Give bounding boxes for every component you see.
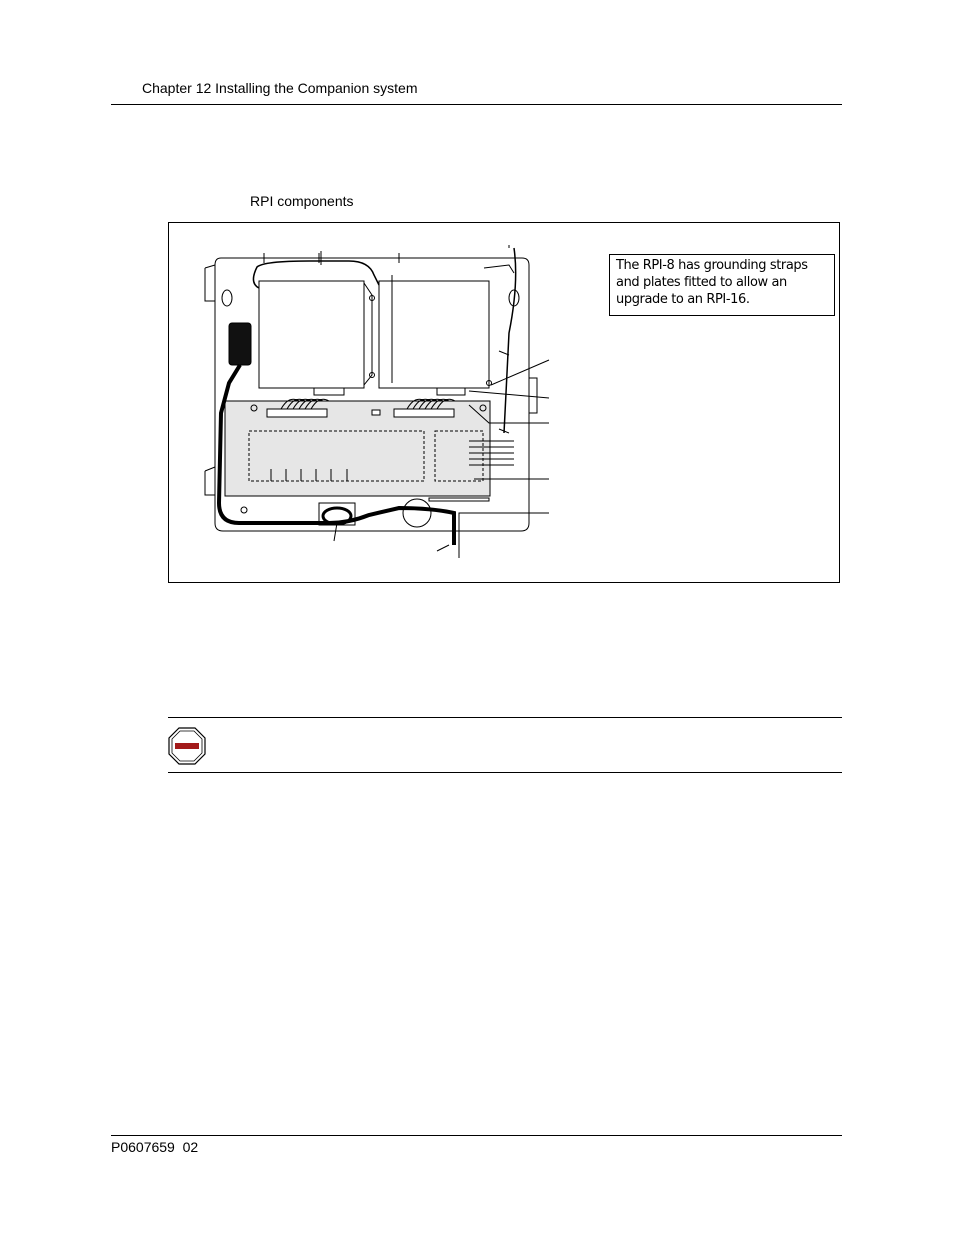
power-supply	[229, 323, 251, 365]
stop-icon	[168, 727, 206, 765]
figure-caption: RPI components	[250, 193, 354, 209]
running-header: Chapter 12 Installing the Companion system	[142, 80, 418, 96]
module-left	[259, 281, 364, 388]
module-right	[379, 281, 489, 388]
document-number: P0607659 02	[111, 1139, 199, 1155]
warning-bottom-rule	[168, 772, 842, 773]
footer-rule	[111, 1135, 842, 1136]
figure-note: The RPI-8 has grounding straps and plates fitted to allow an upgrade to an RPI-16.	[609, 254, 835, 316]
header-rule	[111, 104, 842, 105]
warning-top-rule	[168, 717, 842, 718]
